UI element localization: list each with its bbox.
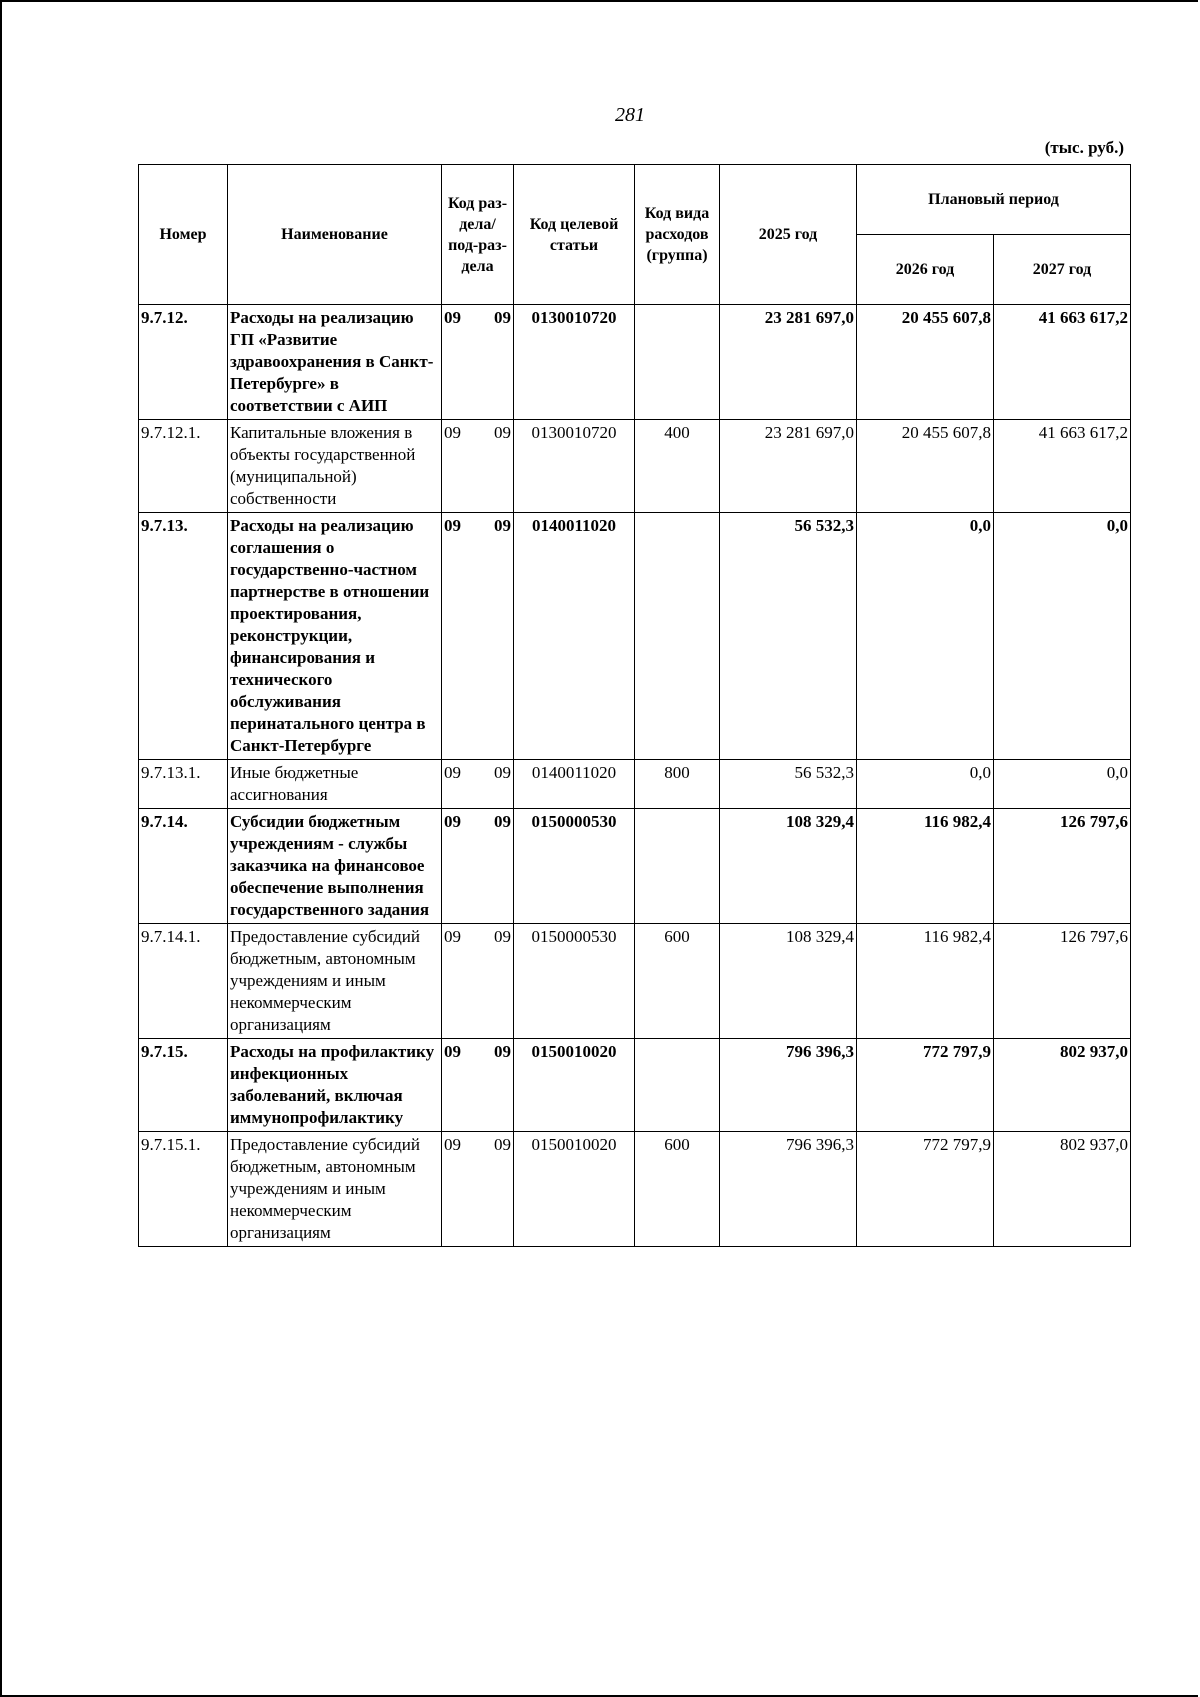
row-value-2025: 796 396,3 xyxy=(720,1132,857,1247)
section-code: 09 xyxy=(444,1135,461,1154)
table-row xyxy=(139,1132,1131,1247)
table-body xyxy=(139,305,1131,1247)
row-value-2025: 56 532,3 xyxy=(720,513,857,760)
row-target-code: 0150000530 xyxy=(514,924,635,1039)
table-row xyxy=(139,513,1131,760)
row-target-code: 0150000530 xyxy=(514,809,635,924)
row-value-2025: 23 281 697,0 xyxy=(720,420,857,513)
subsection-code: 09 xyxy=(494,423,511,442)
row-value-2026: 0,0 xyxy=(857,760,994,809)
row-name: Расходы на реализацию ГП «Развитие здравоохранения в Санкт-Петербурге» в соответствии с АИП xyxy=(228,305,442,420)
row-value-2027: 802 937,0 xyxy=(994,1132,1131,1247)
row-name: Расходы на реализацию соглашения о государственно-частном партнерстве в отношении проектирования, реконструкции, финансирования и технического обслуживания перинатального центра в Санкт-Петербурге xyxy=(228,513,442,760)
row-expense-group: 800 xyxy=(635,760,720,809)
row-expense-group: 400 xyxy=(635,420,720,513)
row-value-2027: 126 797,6 xyxy=(994,924,1131,1039)
section-code: 09 xyxy=(444,516,461,535)
section-code: 09 xyxy=(444,763,461,782)
page-number: 281 xyxy=(615,104,645,126)
row-value-2025: 108 329,4 xyxy=(720,809,857,924)
row-value-2026: 116 982,4 xyxy=(857,924,994,1039)
row-value-2027: 0,0 xyxy=(994,760,1131,809)
row-expense-group xyxy=(635,305,720,420)
row-expense-group xyxy=(635,1039,720,1132)
row-section-code xyxy=(442,760,514,809)
row-section-code xyxy=(442,420,514,513)
subsection-code: 09 xyxy=(494,812,511,831)
row-value-2027: 126 797,6 xyxy=(994,809,1131,924)
header-planning-period: Плановый период xyxy=(857,165,1131,235)
row-value-2025: 108 329,4 xyxy=(720,924,857,1039)
row-value-2026: 20 455 607,8 xyxy=(857,420,994,513)
row-number: 9.7.15. xyxy=(139,1039,228,1132)
header-year-2025: 2025 год xyxy=(720,165,857,305)
section-code: 09 xyxy=(444,927,461,946)
row-value-2026: 772 797,9 xyxy=(857,1132,994,1247)
row-target-code: 0150010020 xyxy=(514,1039,635,1132)
row-number: 9.7.15.1. xyxy=(139,1132,228,1247)
table-row xyxy=(139,305,1131,420)
table-row xyxy=(139,1039,1131,1132)
row-number: 9.7.13. xyxy=(139,513,228,760)
subsection-code: 09 xyxy=(494,516,511,535)
header-year-2026: 2026 год xyxy=(857,235,994,305)
row-target-code: 0140011020 xyxy=(514,513,635,760)
row-section-code xyxy=(442,513,514,760)
header-section: Код раз-дела/ под-раз-дела xyxy=(442,165,514,305)
header-expense-type: Код вида расходов (группа) xyxy=(635,165,720,305)
table-row xyxy=(139,809,1131,924)
row-value-2026: 772 797,9 xyxy=(857,1039,994,1132)
row-value-2026: 0,0 xyxy=(857,513,994,760)
subsection-code: 09 xyxy=(494,308,511,327)
table-row xyxy=(139,420,1131,513)
row-value-2025: 23 281 697,0 xyxy=(720,305,857,420)
row-value-2027: 0,0 xyxy=(994,513,1131,760)
units-label: (тыс. руб.) xyxy=(1044,138,1124,157)
budget-table xyxy=(138,164,1131,1247)
row-name: Предоставление субсидий бюджетным, автономным учреждениям и иным некоммерческим организациям xyxy=(228,924,442,1039)
header-name: Наименование xyxy=(228,165,442,305)
section-code: 09 xyxy=(444,1042,461,1061)
row-section-code xyxy=(442,809,514,924)
row-section-code xyxy=(442,305,514,420)
row-number: 9.7.13.1. xyxy=(139,760,228,809)
section-code: 09 xyxy=(444,812,461,831)
row-section-code xyxy=(442,1132,514,1247)
table-header xyxy=(139,165,1131,305)
row-target-code: 0130010720 xyxy=(514,420,635,513)
section-code: 09 xyxy=(444,423,461,442)
header-number: Номер xyxy=(139,165,228,305)
row-value-2025: 796 396,3 xyxy=(720,1039,857,1132)
row-value-2025: 56 532,3 xyxy=(720,760,857,809)
row-name: Иные бюджетные ассигнования xyxy=(228,760,442,809)
row-expense-group: 600 xyxy=(635,924,720,1039)
header-year-2027: 2027 год xyxy=(994,235,1131,305)
subsection-code: 09 xyxy=(494,763,511,782)
row-name: Предоставление субсидий бюджетным, автономным учреждениям и иным некоммерческим организациям xyxy=(228,1132,442,1247)
subsection-code: 09 xyxy=(494,1135,511,1154)
row-name: Капитальные вложения в объекты государственной (муниципальной) собственности xyxy=(228,420,442,513)
row-value-2027: 802 937,0 xyxy=(994,1039,1131,1132)
table-row xyxy=(139,760,1131,809)
row-number: 9.7.14. xyxy=(139,809,228,924)
subsection-code: 09 xyxy=(494,1042,511,1061)
row-value-2026: 20 455 607,8 xyxy=(857,305,994,420)
row-value-2027: 41 663 617,2 xyxy=(994,420,1131,513)
row-section-code xyxy=(442,1039,514,1132)
row-value-2027: 41 663 617,2 xyxy=(994,305,1131,420)
section-code: 09 xyxy=(444,308,461,327)
subsection-code: 09 xyxy=(494,927,511,946)
row-expense-group xyxy=(635,809,720,924)
row-target-code: 0140011020 xyxy=(514,760,635,809)
row-number: 9.7.12.1. xyxy=(139,420,228,513)
table-row xyxy=(139,924,1131,1039)
header-target: Код целевой статьи xyxy=(514,165,635,305)
row-expense-group xyxy=(635,513,720,760)
row-name: Расходы на профилактику инфекционных заболеваний, включая иммунопрофилактику xyxy=(228,1039,442,1132)
row-value-2026: 116 982,4 xyxy=(857,809,994,924)
row-target-code: 0130010720 xyxy=(514,305,635,420)
row-target-code: 0150010020 xyxy=(514,1132,635,1247)
row-number: 9.7.12. xyxy=(139,305,228,420)
row-name: Субсидии бюджетным учреждениям - службы заказчика на финансовое обеспечение выполнения государственного задания xyxy=(228,809,442,924)
row-section-code xyxy=(442,924,514,1039)
row-expense-group: 600 xyxy=(635,1132,720,1247)
row-number: 9.7.14.1. xyxy=(139,924,228,1039)
